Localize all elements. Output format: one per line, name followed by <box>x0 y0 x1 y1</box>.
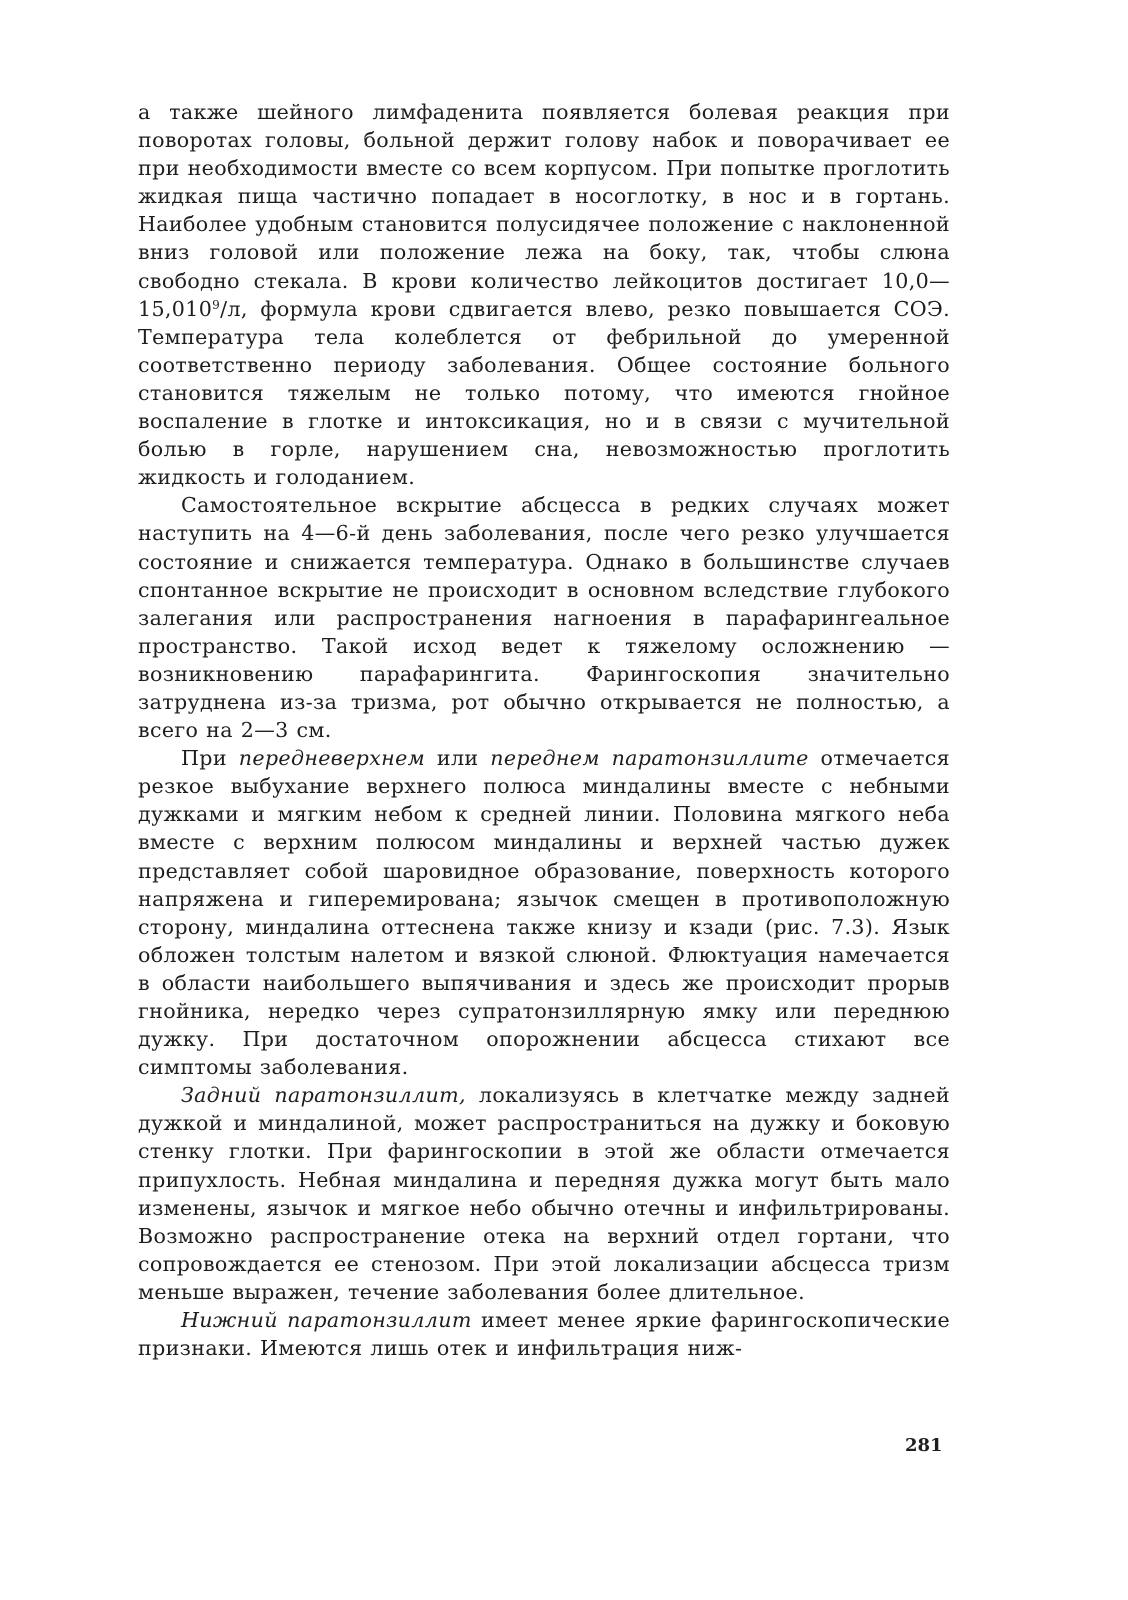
paragraph-5 <box>138 1306 950 1362</box>
paragraph-3-text-a: При <box>181 746 239 771</box>
paragraph-1-text-a: а также шейного лимфаденита появляется болевая реакция при поворотах головы, больной держит голову набок и поворачивает ее при необходимости вместе со всем корпусом. При попытке проглотить жидкая пища частично попадает в носоглотку, в нос и в гортань. Наиболее удобным становится полусидячее положение с наклоненной вниз головой или положение лежа на боку, так, чтобы слюна свободно стекала. В крови количество лейкоцитов достигает 10,0—15,010 <box>138 100 950 321</box>
paragraph-1-text-b: /л, формула крови сдвигается влево, резко повышается СОЭ. Температура тела колеблется от фебрильной до умеренной соответственно периоду заболевания. Общее состояние больного становится тяжелым не только потому, что имеются гнойное воспаление в глотке и интоксикация, но и в связи с мучительной болью в горле, нарушением сна, невозможностью проглотить жидкость и голоданием. <box>138 296 950 490</box>
paragraph-3 <box>138 744 950 1081</box>
paragraph-4-text: локализуясь в клетчатке между задней дужкой и миндалиной, может распространиться на дужку и боковую стенку глотки. При фарингоскопии в этой же области отмечается припухлость. Небная миндалина и передняя дужка могут быть мало изменены, язычок и мягкое небо обычно отечны и инфильтрированы. Возможно распространение отека на верхний отдел гортани, что сопровождается ее стенозом. При этой локализации абсцесса тризм меньше выражен, течение заболевания более длительное. <box>138 1083 950 1304</box>
paragraph-3-text-c: отмечается резкое выбухание верхнего полюса миндалины вместе с небными дужками и мягким небом к средней линии. Половина мягкого неба вместе с верхним полюсом миндалины и верхней частью дужек представляет собой шаровидное образование, поверхность которого напряжена и гиперемирована; язычок смещен в противоположную сторону, миндалина оттеснена также книзу и кзади (рис. 7.3). Язык обложен толстым налетом и вязкой слюной. Флюктуация намечается в области наибольшего выпячивания и здесь же происходит прорыв гнойника, нередко через супратонзиллярную ямку или переднюю дужку. При достаточном опорожнении абсцесса стихают все симптомы заболевания. <box>138 746 950 1080</box>
term-anterosuperior: передневерхнем <box>238 746 426 771</box>
paragraph-1 <box>138 98 950 491</box>
term-inferior-paratonsillitis: Нижний паратонзиллит <box>181 1308 472 1333</box>
term-posterior-paratonsillitis: Задний паратонзиллит, <box>181 1083 466 1108</box>
term-anterior-paratonsillitis: переднем паратонзиллите <box>490 746 809 771</box>
paragraph-5-text: имеет менее яркие фарингоскопические признаки. Имеются лишь отек и инфильтрация ниж- <box>138 1308 950 1361</box>
paragraph-4 <box>138 1081 950 1306</box>
superscript-exponent: 9 <box>212 297 221 312</box>
paragraph-3-text-b: или <box>425 746 491 771</box>
page-number: 281 <box>905 1435 943 1456</box>
page-body <box>138 98 950 1362</box>
paragraph-2: Самостоятельное вскрытие абсцесса в редких случаях может наступить на 4—6-й день заболевания, после чего резко улучшается состояние и снижается температура. Однако в большинстве случаев спонтанное вскрытие не происходит в основном вследствие глубокого залегания или распространения нагноения в парафарингеальное пространство. Такой исход ведет к тяжелому осложнению — возникновению парафарингита. Фарингоскопия значительно затруднена из-за тризма, рот обычно открывается не полностью, а всего на 2—3 см. <box>138 493 950 743</box>
